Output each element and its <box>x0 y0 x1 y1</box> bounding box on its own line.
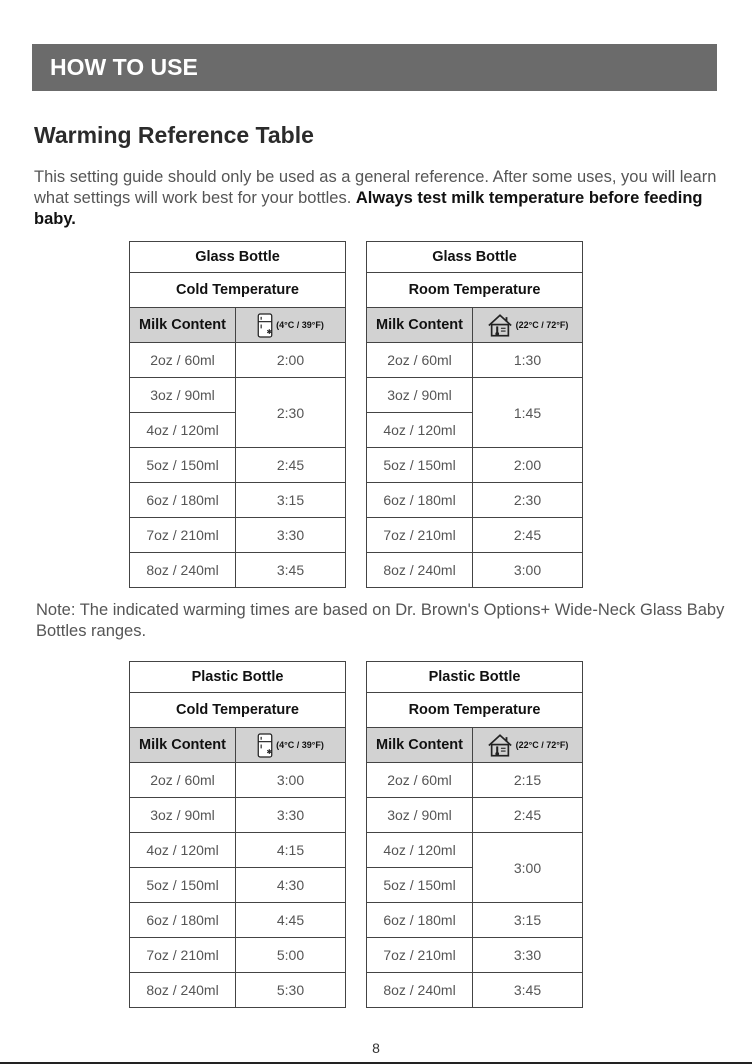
warming-time-cell: 3:15 <box>236 483 346 518</box>
milk-content-cell: 2oz / 60ml <box>367 343 473 378</box>
milk-content-cell: 2oz / 60ml <box>367 763 473 798</box>
milk-content-cell: 7oz / 210ml <box>367 938 473 973</box>
column-header-temperature <box>473 308 583 343</box>
warming-time-cell: 3:00 <box>473 553 583 588</box>
warming-time-cell: 3:45 <box>236 553 346 588</box>
table-plastic-room <box>366 661 583 1008</box>
column-header-milk-content: Milk Content <box>130 308 236 343</box>
table-plastic-cold <box>129 661 346 1008</box>
fridge-icon <box>257 733 273 758</box>
house-icon <box>487 313 513 338</box>
warming-time-cell: 2:30 <box>236 378 346 448</box>
table-glass-room <box>366 241 583 588</box>
milk-content-cell: 8oz / 240ml <box>130 973 236 1008</box>
milk-content-cell: 7oz / 210ml <box>130 938 236 973</box>
warming-time-cell: 3:30 <box>236 798 346 833</box>
milk-content-cell: 5oz / 150ml <box>367 448 473 483</box>
column-header-milk-content: Milk Content <box>367 308 473 343</box>
column-header-temperature <box>473 728 583 763</box>
milk-content-cell: 3oz / 90ml <box>367 798 473 833</box>
note-text: Note: The indicated warming times are based on Dr. Brown's Options+ Wide-Neck Glass Baby Bottles ranges. <box>36 601 725 640</box>
column-header-milk-content: Milk Content <box>130 728 236 763</box>
temperature-label: (22°C / 72°F) <box>515 320 569 330</box>
table-subtitle: Cold Temperature <box>130 693 346 728</box>
warming-time-cell: 3:30 <box>473 938 583 973</box>
warming-time-cell: 2:45 <box>236 448 346 483</box>
milk-content-cell: 6oz / 180ml <box>130 483 236 518</box>
milk-content-cell: 6oz / 180ml <box>130 903 236 938</box>
milk-content-cell: 3oz / 90ml <box>130 798 236 833</box>
warming-time-cell: 2:15 <box>473 763 583 798</box>
milk-content-cell: 8oz / 240ml <box>130 553 236 588</box>
milk-content-cell: 3oz / 90ml <box>367 378 473 413</box>
milk-content-cell: 4oz / 120ml <box>367 413 473 448</box>
table-subtitle: Cold Temperature <box>130 273 346 308</box>
milk-content-cell: 3oz / 90ml <box>130 378 236 413</box>
warming-time-cell: 2:30 <box>473 483 583 518</box>
temperature-label: (22°C / 72°F) <box>515 740 569 750</box>
page-header <box>32 44 717 91</box>
intro-paragraph <box>34 167 724 230</box>
milk-content-cell: 4oz / 120ml <box>130 833 236 868</box>
intro-warning: Always test milk temperature before feeding baby. <box>34 189 703 228</box>
warming-time-cell: 1:45 <box>473 378 583 448</box>
milk-content-cell: 6oz / 180ml <box>367 483 473 518</box>
warming-time-cell: 3:00 <box>473 833 583 903</box>
warming-time-cell: 4:30 <box>236 868 346 903</box>
header-title: HOW TO USE <box>50 54 198 80</box>
table-title: Plastic Bottle <box>367 662 583 693</box>
fridge-icon <box>257 313 273 338</box>
milk-content-cell: 7oz / 210ml <box>367 518 473 553</box>
warming-time-cell: 3:30 <box>236 518 346 553</box>
warming-time-cell: 2:00 <box>473 448 583 483</box>
table-title: Glass Bottle <box>367 242 583 273</box>
table-title: Glass Bottle <box>130 242 346 273</box>
temperature-label: (4°C / 39°F) <box>276 320 324 330</box>
temperature-label: (4°C / 39°F) <box>276 740 324 750</box>
milk-content-cell: 6oz / 180ml <box>367 903 473 938</box>
warming-time-cell: 3:00 <box>236 763 346 798</box>
milk-content-cell: 5oz / 150ml <box>130 868 236 903</box>
warming-time-cell: 4:15 <box>236 833 346 868</box>
milk-content-cell: 2oz / 60ml <box>130 763 236 798</box>
warming-time-cell: 5:30 <box>236 973 346 1008</box>
table-subtitle: Room Temperature <box>367 273 583 308</box>
milk-content-cell: 2oz / 60ml <box>130 343 236 378</box>
table-glass-cold <box>129 241 346 588</box>
warming-time-cell: 1:30 <box>473 343 583 378</box>
warming-time-cell: 3:45 <box>473 973 583 1008</box>
table-title: Plastic Bottle <box>130 662 346 693</box>
milk-content-cell: 4oz / 120ml <box>130 413 236 448</box>
column-header-temperature <box>236 308 346 343</box>
warming-time-cell: 2:00 <box>236 343 346 378</box>
page-number: 8 <box>372 1040 380 1056</box>
warming-time-cell: 2:45 <box>473 518 583 553</box>
section-title: Warming Reference Table <box>34 122 314 148</box>
milk-content-cell: 8oz / 240ml <box>367 973 473 1008</box>
warming-time-cell: 4:45 <box>236 903 346 938</box>
milk-content-cell: 8oz / 240ml <box>367 553 473 588</box>
milk-content-cell: 5oz / 150ml <box>130 448 236 483</box>
column-header-temperature <box>236 728 346 763</box>
milk-content-cell: 7oz / 210ml <box>130 518 236 553</box>
milk-content-cell: 4oz / 120ml <box>367 833 473 868</box>
warming-time-cell: 2:45 <box>473 798 583 833</box>
milk-content-cell: 5oz / 150ml <box>367 868 473 903</box>
intro-text: This setting guide should only be used as a general reference. After some uses, you will learn what settings will work best for your bottles. <box>34 168 717 207</box>
warming-time-cell: 5:00 <box>236 938 346 973</box>
warming-time-cell: 3:15 <box>473 903 583 938</box>
house-icon <box>487 733 513 758</box>
table-subtitle: Room Temperature <box>367 693 583 728</box>
column-header-milk-content: Milk Content <box>367 728 473 763</box>
